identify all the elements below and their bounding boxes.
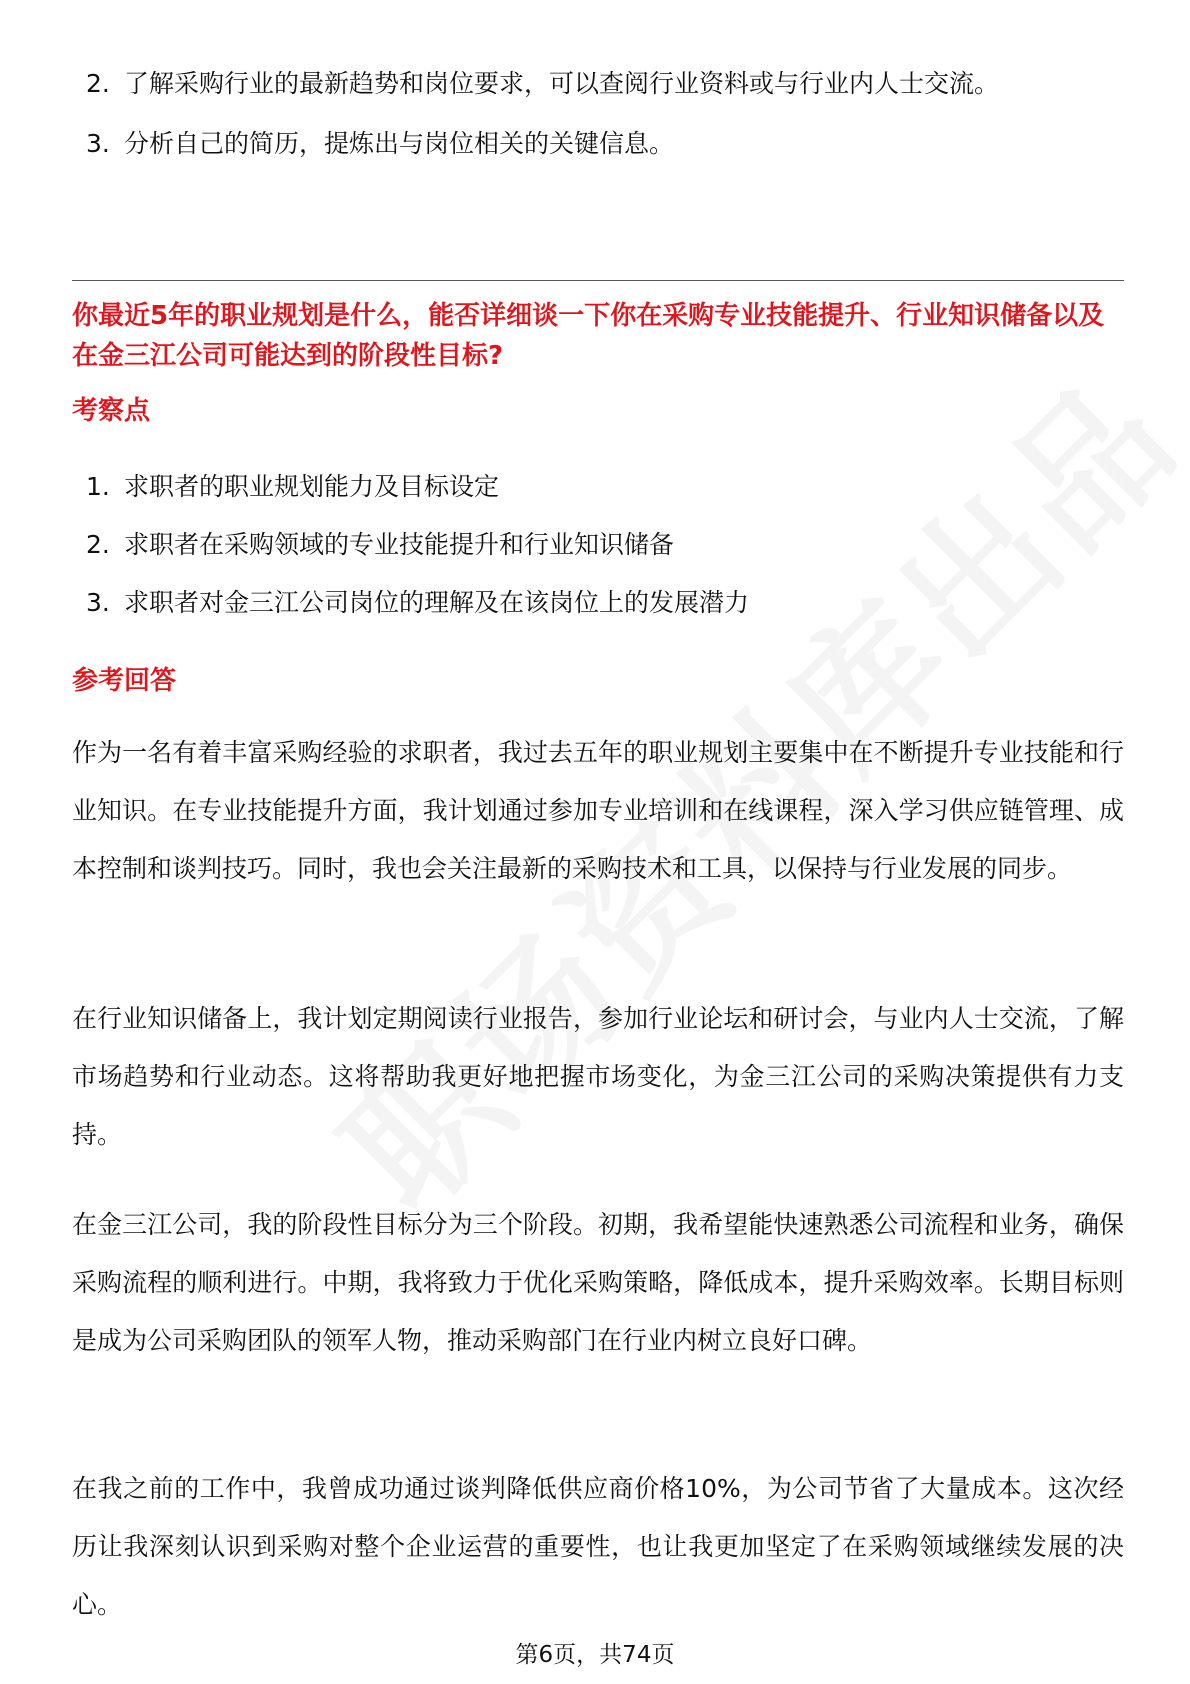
answer-paragraph: 在我之前的工作中，我曾成功通过谈判降低供应商价格10%，为公司节省了大量成本。这次经历让我深刻认识到采购对整个企业运营的重要性，也让我更加坚定了在采购领域继续发展的决心。 [72, 1474, 1124, 1619]
page-number: 第6页，共74页 [515, 1642, 675, 1668]
answer-paragraph: 作为一名有着丰富采购经验的求职者，我过去五年的职业规划主要集中在不断提升专业技能和行业知识。在专业技能提升方面，我计划通过参加专业培训和在线课程，深入学习供应链管理、成本控制和谈判技巧。同时，我也会关注最新的采购技术和工具，以保持与行业发展的同步。 [72, 738, 1124, 883]
section-divider [72, 280, 1124, 281]
assessment-points-heading: 考察点 [72, 396, 151, 426]
interview-question: 你最近5年的职业规划是什么，能否详细谈一下你在采购专业技能提升、行业知识储备以及在金三江公司可能达到的阶段性目标? [72, 301, 1105, 371]
list-item-number: 3. [86, 129, 110, 158]
prep-steps-list [72, 54, 1112, 174]
list-item [72, 516, 1112, 574]
list-item [72, 574, 1112, 632]
list-item-text: 求职者在采购领域的专业技能提升和行业知识储备 [124, 530, 675, 559]
list-item-number: 1. [86, 472, 110, 501]
list-item [72, 114, 1112, 174]
list-item [72, 458, 1112, 516]
assessment-points-list [72, 458, 1112, 632]
reference-answer-heading: 参考回答 [72, 666, 177, 696]
list-item-text: 求职者的职业规划能力及目标设定 [124, 472, 500, 501]
list-item-number: 3. [86, 588, 110, 617]
list-item-text: 求职者对金三江公司岗位的理解及在该岗位上的发展潜力 [124, 588, 750, 617]
list-item-number: 2. [86, 530, 110, 559]
list-item-text: 了解采购行业的最新趋势和岗位要求，可以查阅行业资料或与行业内人士交流。 [124, 69, 1000, 98]
list-item [72, 54, 1112, 114]
answer-paragraph: 在金三江公司，我的阶段性目标分为三个阶段。初期，我希望能快速熟悉公司流程和业务，确保采购流程的顺利进行。中期，我将致力于优化采购策略，降低成本，提升采购效率。长期目标则是成为公司采购团队的领军人物，推动采购部门在行业内树立良好口碑。 [72, 1210, 1124, 1355]
answer-paragraph: 在行业知识储备上，我计划定期阅读行业报告，参加行业论坛和研讨会，与业内人士交流，了解市场趋势和行业动态。这将帮助我更好地把握市场变化，为金三江公司的采购决策提供有力支持。 [72, 1004, 1124, 1149]
list-item-number: 2. [86, 69, 110, 98]
list-item-text: 分析自己的简历，提炼出与岗位相关的关键信息。 [124, 129, 675, 158]
